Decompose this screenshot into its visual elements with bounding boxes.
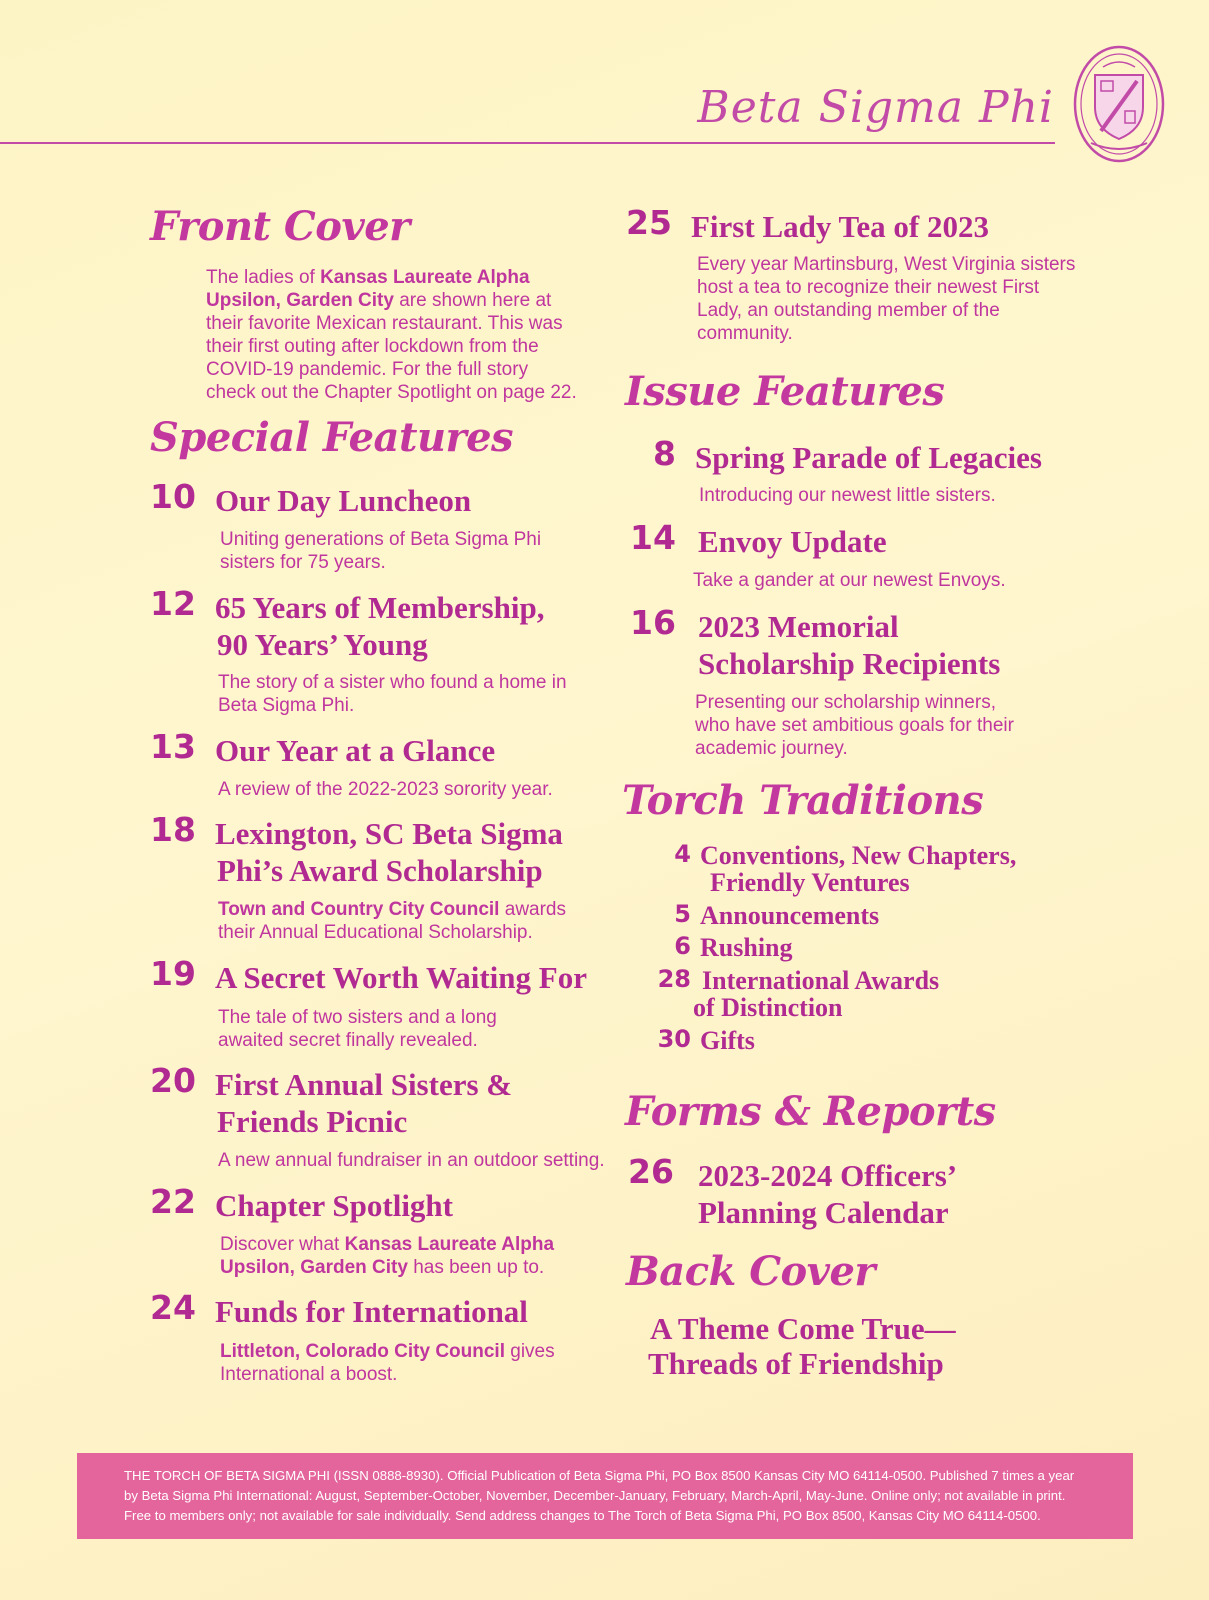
feature-desc: The tale of two sisters and a long awaited secret finally revealed. (218, 1007, 497, 1051)
page-number: 20 (150, 1061, 196, 1100)
feature-desc: Uniting generations of Beta Sigma Phi sisters for 75 years. (220, 529, 542, 573)
torch-traditions-heading: Torch Traditions (622, 777, 984, 824)
feature-desc: Introducing our newest little sisters. (699, 485, 996, 506)
footer-line: Free to members only; not available for sale individually. Send address changes to The Torch of Beta Sigma Phi, PO Box 8500, Kansas City MO 64114-0500. (124, 1508, 1041, 1523)
feature-title: 2023 Memorial (698, 609, 899, 644)
special-features-heading: Special Features (150, 414, 514, 461)
crest-seal-icon (1073, 45, 1165, 163)
back-cover-heading: Back Cover (626, 1248, 876, 1295)
front-cover-desc: The ladies of Kansas Laureate Alpha Upsilon, Garden City are shown here at their favorite Mexican restaurant. This was their first outing after lockdown from the COVID-19 pandemic. For the full story check out the Chapter Spotlight on page 22. (206, 267, 577, 403)
feature-title: Phi’s Award Scholarship (217, 853, 543, 888)
footer-line: by Beta Sigma Phi International: August, September-October, November, December-January, February, March-April, May-June. Online only; not available in print. (124, 1488, 1066, 1503)
tradition-title: Friendly Ventures (710, 868, 910, 897)
page-number: 13 (150, 727, 196, 766)
page-number: 25 (626, 203, 672, 242)
feature-title: Our Day Luncheon (215, 483, 472, 518)
feature-title: Scholarship Recipients (698, 646, 1001, 681)
page-number: 8 (653, 434, 676, 473)
feature-desc: The story of a sister who found a home in Beta Sigma Phi. (218, 672, 567, 716)
tradition-title: Conventions, New Chapters, (700, 841, 1017, 870)
feature-title: Envoy Update (698, 524, 887, 559)
front-cover-heading: Front Cover (150, 203, 410, 250)
feature-title: 65 Years of Membership, (215, 590, 545, 625)
page-number: 26 (628, 1152, 674, 1191)
page-number: 12 (150, 584, 196, 623)
feature-desc: Town and Country City Council awards their Annual Educational Scholarship. (218, 899, 566, 943)
publication-footer (77, 1453, 1133, 1539)
feature-title: Funds for International (215, 1294, 528, 1329)
feature-title: Planning Calendar (698, 1195, 949, 1230)
feature-title: 2023-2024 Officers’ (698, 1158, 958, 1193)
feature-title: First Annual Sisters & (215, 1067, 513, 1102)
issue-features-heading: Issue Features (625, 368, 945, 415)
page-number: 10 (150, 477, 196, 516)
feature-desc: Take a gander at our newest Envoys. (693, 570, 1006, 591)
feature-title: Friends Picnic (217, 1104, 408, 1139)
feature-title: Spring Parade of Legacies (695, 440, 1042, 475)
forms-reports-heading: Forms & Reports (625, 1088, 996, 1135)
back-cover-title: Threads of Friendship (648, 1346, 944, 1381)
tradition-title: International Awards (702, 966, 940, 995)
page-number: 28 (657, 965, 691, 993)
page-number: 5 (674, 900, 691, 928)
feature-title: 90 Years’ Young (217, 627, 428, 662)
feature-desc: Littleton, Colorado City Council gives International a boost. (220, 1341, 555, 1385)
page-number: 16 (630, 603, 676, 642)
feature-title: Chapter Spotlight (215, 1188, 453, 1223)
page-number: 22 (150, 1182, 196, 1221)
page-number: 6 (674, 932, 691, 960)
feature-desc: A review of the 2022-2023 sorority year. (218, 779, 553, 800)
back-cover-title: A Theme Come True— (650, 1311, 956, 1346)
tradition-title: Announcements (700, 901, 880, 930)
tradition-title: Rushing (700, 933, 793, 962)
feature-title: First Lady Tea of 2023 (691, 209, 989, 244)
page-number: 19 (150, 954, 196, 993)
feature-desc: Every year Martinsburg, West Virginia sisters host a tea to recognize their newest First Lady, an outstanding member of the community. (697, 254, 1076, 344)
page-number: 24 (150, 1288, 196, 1327)
page-number: 30 (657, 1025, 691, 1053)
tradition-title: Gifts (700, 1026, 755, 1055)
tradition-title: of Distinction (693, 993, 843, 1022)
page-number: 4 (674, 840, 691, 868)
feature-title: Lexington, SC Beta Sigma (215, 816, 563, 851)
feature-title: A Secret Worth Waiting For (215, 960, 587, 995)
brand-name: Beta Sigma Phi (697, 82, 1054, 133)
page-number: 14 (630, 518, 676, 557)
feature-title: Our Year at a Glance (215, 733, 496, 768)
feature-desc: A new annual fundraiser in an outdoor setting. (218, 1150, 605, 1171)
page-number: 18 (150, 810, 196, 849)
header-rule (0, 142, 1055, 144)
feature-desc: Discover what Kansas Laureate Alpha Upsilon, Garden City has been up to. (220, 1234, 555, 1278)
feature-desc: Presenting our scholarship winners, who have set ambitious goals for their academic journey. (695, 692, 1014, 759)
footer-line: THE TORCH OF BETA SIGMA PHI (ISSN 0888-8930). Official Publication of Beta Sigma Phi, PO Box 8500 Kansas City MO 64114-0500. Published 7 times a year (124, 1468, 1075, 1483)
